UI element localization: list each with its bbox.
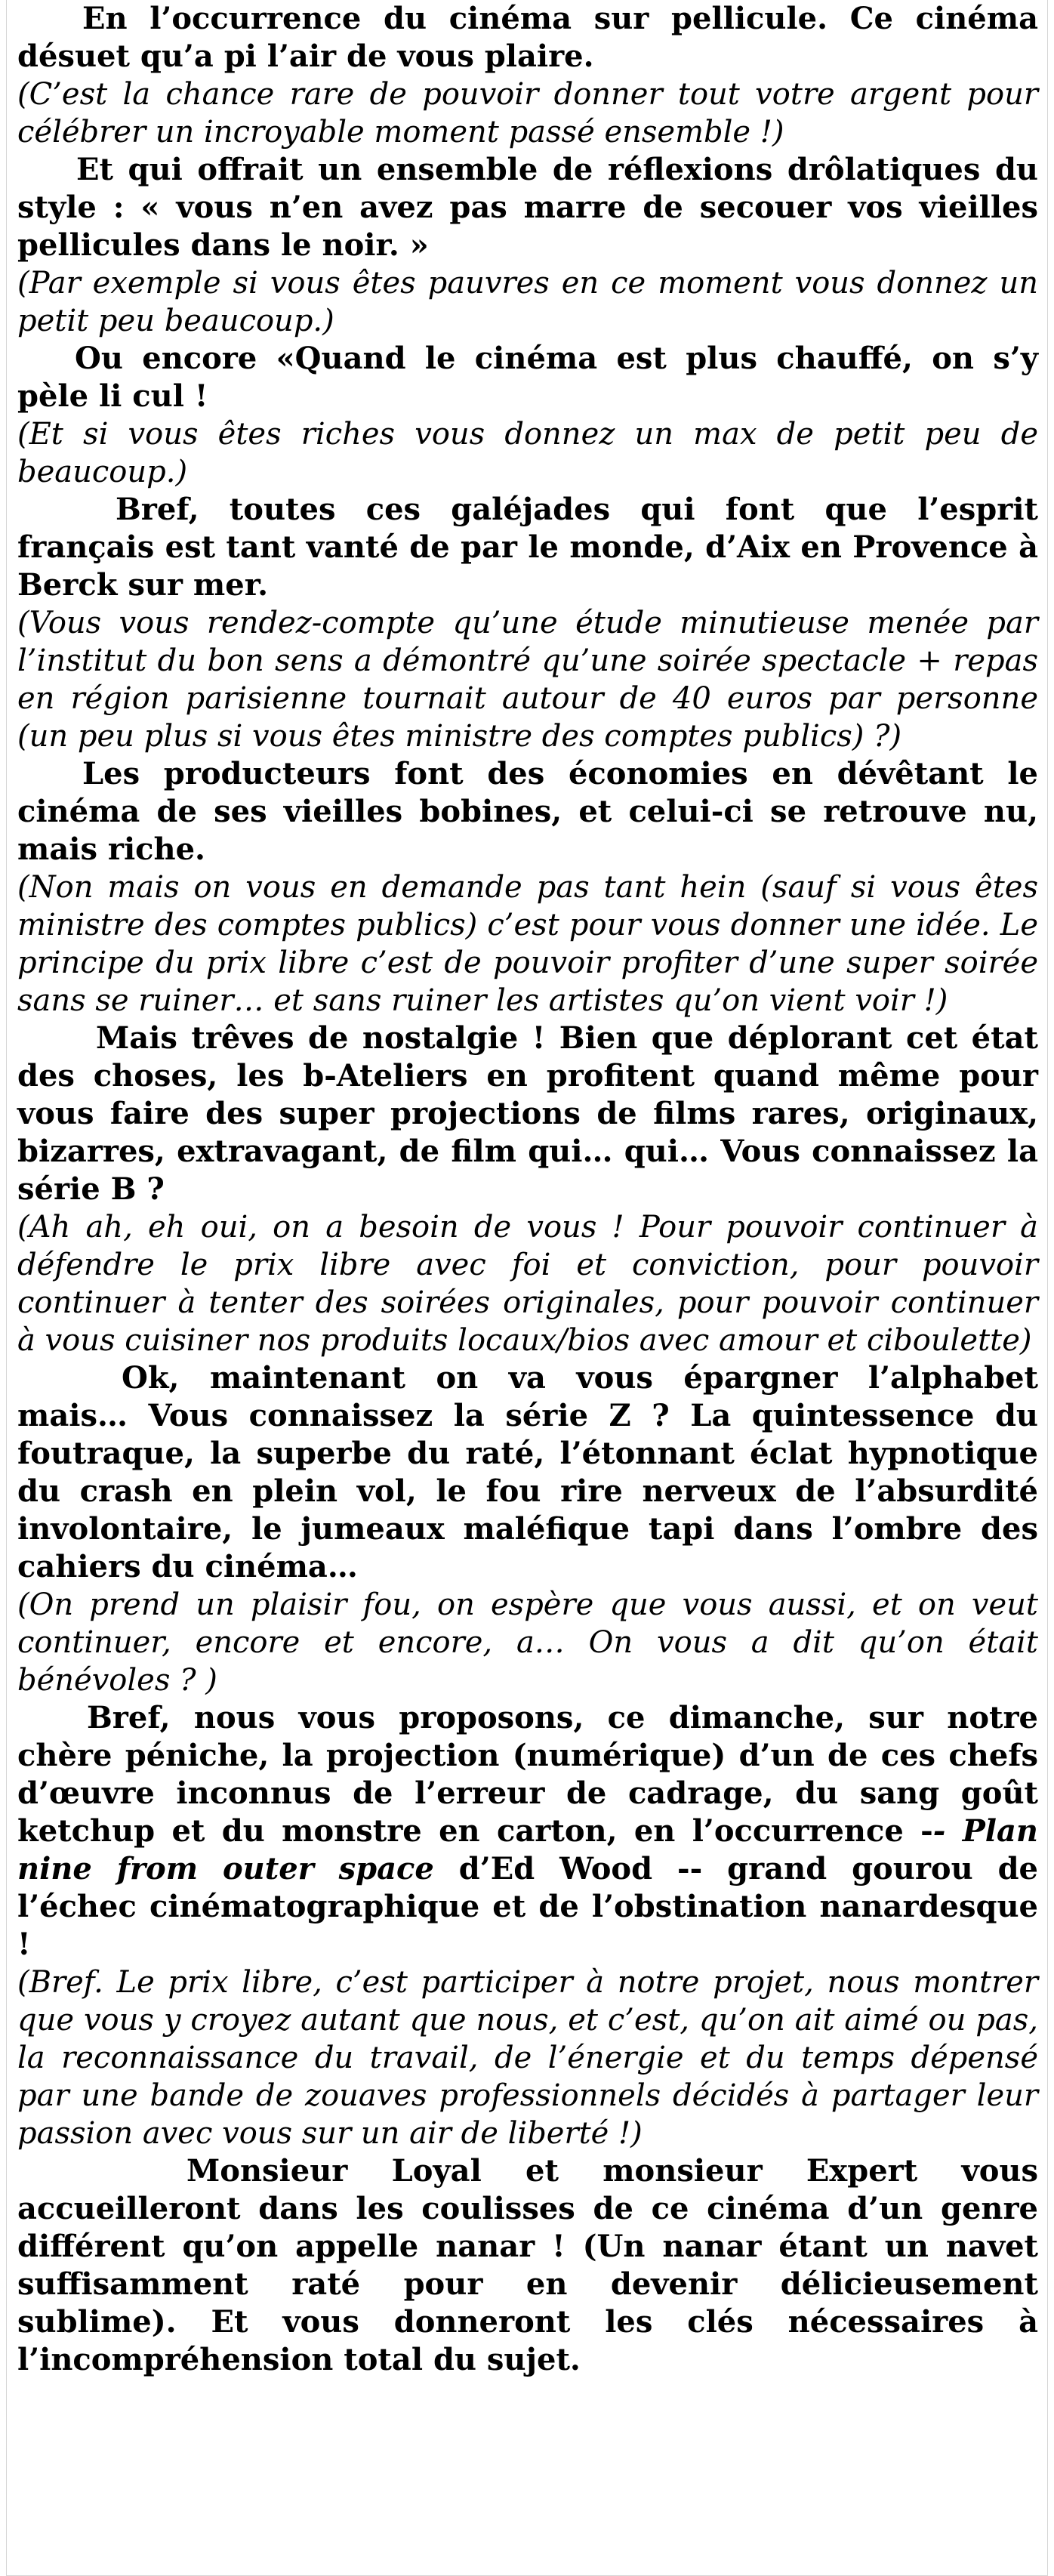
paragraph-monsieur-loyal: Monsieur Loyal et monsieur Expert vous accueilleront dans les coulisses de ce cinéma d’un genre différent qu’on appelle nanar ! (Un nanar étant un navet suffisamment raté pour en devenir délicieusement sublime). Et vous donneront les clés nécessaires à l’incompréhension total du sujet. bbox=[17, 2153, 1038, 2377]
aside-paragraph: (C’est la chance rare de pouvoir donner tout votre argent pour célébrer un incroyable moment passé ensemble !) bbox=[17, 77, 1038, 150]
aside-paragraph: (On prend un plaisir fou, on espère que vous aussi, et on veut continuer, encore et encore, a… On vous a dit qu’on était bénévoles ? ) bbox=[17, 1587, 1038, 1698]
paragraph-cinema-intro: En l’occurrence du cinéma sur pellicule. Ce cinéma désuet qu’a pi l’air de vous plaire. bbox=[17, 1, 1038, 74]
paragraph-producteurs: Les producteurs font des économies en dévêtant le cinéma de ses vieilles bobines, et celui-ci se retrouve nu, mais riche. bbox=[17, 756, 1038, 867]
paragraph-serie-z: Ok, maintenant on va vous épargner l’alphabet mais… Vous connaissez la série Z ? La quintessence du foutraque, la superbe du raté, l’étonnant éclat hypnotique du crash en plein vol, le fou rire nerveux de l’absurdité involontaire, le jumeaux maléfique tapi dans l’ombre des cahiers du cinéma… bbox=[17, 1360, 1038, 1584]
paragraph-ou-encore: Ou encore «Quand le cinéma est plus chauffé, on s’y pèle li cul ! bbox=[17, 341, 1038, 414]
aside-paragraph: (Par exemple si vous êtes pauvres en ce moment vous donnez un petit peu beaucoup.) bbox=[17, 266, 1038, 338]
projection-text-end: d’Ed Wood -- grand gourou de l’échec cinématographique et de l’obstination nanardesque ! bbox=[17, 1851, 1039, 1962]
aside-paragraph: (Non mais on vous en demande pas tant hein (sauf si vous êtes ministre des comptes publics) c’est pour vous donner une idée. Le principe du prix libre c’est de pouvoir profiter d’une super soirée sans se ruiner… et sans ruiner les artistes qu’on vient voir !) bbox=[17, 870, 1038, 1018]
aside-paragraph: (Vous vous rendez-compte qu’une étude minutieuse menée par l’institut du bon sens a démontré qu’une soirée spectacle + repas en région parisienne tournait autour de 40 euros par personne (un peu plus si vous êtes ministre des comptes publics) ?) bbox=[17, 606, 1038, 754]
film-title: - Plan nine from outer space bbox=[17, 1813, 1038, 1886]
projection-text: Bref, nous vous proposons, ce dimanche, sur notre chère péniche, la projection (numérique) d’un de ces chefs d’œuvre inconnus de l’erreur de cadrage, du sang goût ketchup et du monstre en carton, en l’occurrence - bbox=[17, 1700, 1038, 1849]
document-page bbox=[6, 0, 1048, 2576]
paragraph-galejades: Bref, toutes ces galéjades qui font que l’esprit français est tant vanté de par le monde, d’Aix en Provence à Berck sur mer. bbox=[17, 492, 1038, 603]
aside-paragraph: (Ah ah, eh oui, on a besoin de vous ! Pour pouvoir continuer à défendre le prix libre avec foi et conviction, pour pouvoir continuer à tenter des soirées originales, pour pouvoir continuer à vous cuisiner nos produits locaux/bios avec amour et ciboulette) bbox=[17, 1210, 1038, 1358]
aside-paragraph: (Et si vous êtes riches vous donnez un max de petit peu de beaucoup.) bbox=[17, 417, 1038, 489]
aside-paragraph: (Bref. Le prix libre, c’est participer à notre projet, nous montrer que vous y croyez autant que nous, et c’est, qu’on ait aimé ou pas, la reconnaissance du travail, de l’énergie et du temps dépensé par une bande de zouaves professionnels décidés à partager leur passion avec vous sur un air de liberté !) bbox=[17, 1965, 1038, 2151]
paragraph-nostalgie: Mais trêves de nostalgie ! Bien que déplorant cet état des choses, les b-Ateliers en profitent quand même pour vous faire des super projections de films rares, originaux, bizarres, extravagant, de film qui… qui… Vous connaissez la série B ? bbox=[17, 1020, 1038, 1207]
paragraph-projection bbox=[17, 1699, 1038, 1964]
paragraph-reflexions: Et qui offrait un ensemble de réflexions drôlatiques du style : « vous n’en avez pas marre de secouer vos vieilles pellicules dans le noir. » bbox=[17, 152, 1038, 263]
